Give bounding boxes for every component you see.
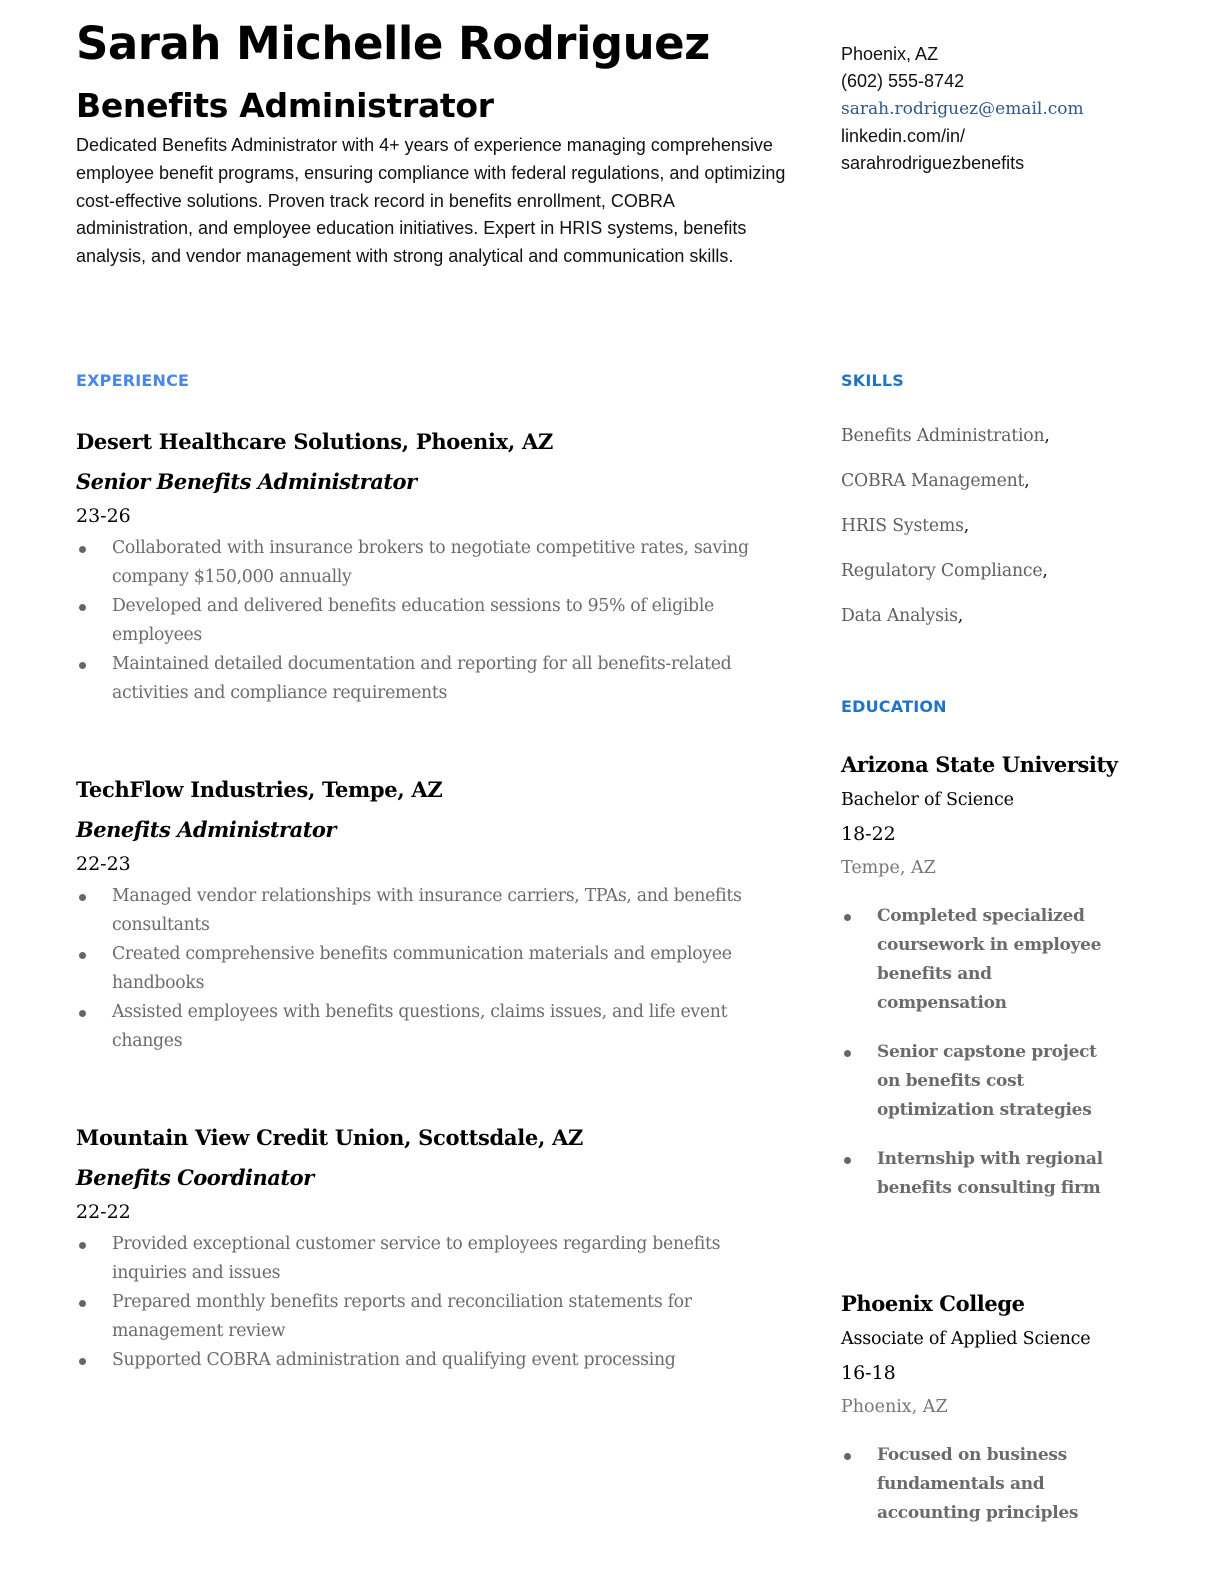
job-bullets bbox=[76, 534, 786, 708]
skill-item bbox=[841, 601, 1181, 632]
bullet-item bbox=[76, 940, 786, 998]
bullet-item bbox=[76, 998, 786, 1056]
job-dates: 22-23 bbox=[76, 853, 131, 875]
contact-phone: (602) 555-8742 bbox=[841, 71, 965, 92]
job-dates: 22-22 bbox=[76, 1201, 131, 1223]
bullet-icon bbox=[79, 662, 86, 669]
bullet-icon bbox=[844, 1453, 851, 1460]
bullet-item bbox=[76, 1346, 786, 1375]
bullet-item bbox=[841, 1038, 1121, 1125]
bullet-text: Senior capstone project on benefits cost optimization strategies bbox=[877, 1042, 1097, 1120]
bullet-item bbox=[76, 882, 786, 940]
experience-heading: EXPERIENCE bbox=[76, 371, 190, 390]
education-entry bbox=[841, 750, 1121, 1223]
contact-email-link[interactable]: sarah.rodriguez@email.com bbox=[841, 98, 1084, 119]
role-title: Senior Benefits Administrator bbox=[76, 469, 417, 494]
experience-entry bbox=[76, 1123, 786, 1375]
education-bullets bbox=[841, 902, 1121, 1203]
skill-item bbox=[841, 511, 1181, 542]
skill-name: Benefits Administration bbox=[841, 426, 1045, 446]
bullet-icon bbox=[79, 1358, 86, 1365]
professional-summary: Dedicated Benefits Administrator with 4+ years of experience managing comprehensive employee benefit programs, ensuring compliance with federal regulations, and optimizing cost-effective solutions. Proven track record in benefits enrollment, COBRA administration, and employee education initiatives. Expert in HRIS systems, benefits analysis, and vendor management with strong analytical and communication skills. bbox=[76, 135, 786, 267]
school-name: Phoenix College bbox=[841, 1291, 1025, 1316]
company-name: TechFlow Industries, Tempe, AZ bbox=[76, 777, 443, 802]
bullet-icon bbox=[79, 952, 86, 959]
bullet-item bbox=[76, 650, 786, 708]
bullet-icon bbox=[79, 1300, 86, 1307]
education-bullets bbox=[841, 1441, 1121, 1528]
bullet-text: Managed vendor relationships with insurance carriers, TPAs, and benefits consultants bbox=[112, 886, 742, 935]
skill-item bbox=[841, 466, 1181, 497]
bullet-item bbox=[841, 1145, 1121, 1203]
bullet-text: Focused on business fundamentals and accounting principles bbox=[877, 1445, 1079, 1523]
company-name: Mountain View Credit Union, Scottsdale, AZ bbox=[76, 1125, 584, 1150]
education-entry bbox=[841, 1289, 1121, 1548]
job-bullets bbox=[76, 1230, 786, 1375]
bullet-text: Developed and delivered benefits education sessions to 95% of eligible employees bbox=[112, 596, 714, 645]
company-name: Desert Healthcare Solutions, Phoenix, AZ bbox=[76, 429, 553, 454]
education-location: Tempe, AZ bbox=[841, 858, 936, 878]
bullet-icon bbox=[79, 1010, 86, 1017]
skill-name: Data Analysis bbox=[841, 606, 958, 626]
contact-location: Phoenix, AZ bbox=[841, 44, 939, 64]
education-location: Phoenix, AZ bbox=[841, 1397, 948, 1417]
skill-name: Regulatory Compliance bbox=[841, 561, 1043, 581]
role-title: Benefits Administrator bbox=[76, 817, 336, 842]
experience-entry bbox=[76, 427, 786, 708]
skill-name: HRIS Systems bbox=[841, 516, 964, 536]
skills-list bbox=[841, 421, 1181, 646]
skill-item bbox=[841, 421, 1181, 452]
bullet-text: Maintained detailed documentation and reporting for all benefits-related activities and compliance requirements bbox=[112, 654, 732, 703]
skill-item bbox=[841, 556, 1181, 587]
degree: Bachelor of Science bbox=[841, 790, 1014, 810]
skills-heading: SKILLS bbox=[841, 371, 904, 390]
contact-linkedin-line2: sarahrodriguezbenefits bbox=[841, 153, 1025, 174]
bullet-icon bbox=[79, 894, 86, 901]
bullet-icon bbox=[844, 1050, 851, 1057]
bullet-item bbox=[841, 902, 1121, 1018]
bullet-text: Internship with regional benefits consulting firm bbox=[877, 1149, 1103, 1198]
education-dates: 16-18 bbox=[841, 1362, 896, 1384]
education-dates: 18-22 bbox=[841, 823, 896, 845]
job-title: Benefits Administrator bbox=[76, 86, 494, 125]
bullet-icon bbox=[79, 604, 86, 611]
role-title: Benefits Coordinator bbox=[76, 1165, 314, 1190]
bullet-item bbox=[76, 592, 786, 650]
bullet-icon bbox=[844, 914, 851, 921]
bullet-text: Collaborated with insurance brokers to negotiate competitive rates, saving company $150,000 annually bbox=[112, 538, 749, 587]
bullet-text: Prepared monthly benefits reports and reconciliation statements for management review bbox=[112, 1292, 692, 1341]
job-dates: 23-26 bbox=[76, 505, 131, 527]
bullet-icon bbox=[844, 1157, 851, 1164]
skill-separator: , bbox=[1042, 561, 1048, 581]
bullet-text: Created comprehensive benefits communication materials and employee handbooks bbox=[112, 944, 732, 993]
bullet-item bbox=[76, 534, 786, 592]
bullet-icon bbox=[79, 546, 86, 553]
candidate-name: Sarah Michelle Rodriguez bbox=[76, 17, 710, 70]
skill-name: COBRA Management bbox=[841, 471, 1025, 491]
bullet-text: Completed specialized coursework in employee benefits and compensation bbox=[877, 906, 1102, 1013]
bullet-item bbox=[76, 1288, 786, 1346]
experience-entry bbox=[76, 775, 786, 1056]
bullet-item bbox=[841, 1441, 1121, 1528]
contact-info bbox=[841, 41, 1141, 177]
bullet-icon bbox=[79, 1242, 86, 1249]
contact-linkedin-line1: linkedin.com/in/ bbox=[841, 125, 966, 146]
bullet-item bbox=[76, 1230, 786, 1288]
skill-separator: , bbox=[1044, 426, 1050, 446]
skill-separator: , bbox=[957, 606, 964, 626]
school-name: Arizona State University bbox=[841, 752, 1118, 777]
skill-separator: , bbox=[1024, 471, 1030, 491]
bullet-text: Assisted employees with benefits questions, claims issues, and life event changes bbox=[112, 1002, 728, 1051]
bullet-text: Supported COBRA administration and qualifying event processing bbox=[112, 1350, 676, 1370]
job-bullets bbox=[76, 882, 786, 1056]
degree: Associate of Applied Science bbox=[841, 1329, 1091, 1349]
education-heading: EDUCATION bbox=[841, 697, 947, 716]
skill-separator: , bbox=[963, 516, 970, 536]
bullet-text: Provided exceptional customer service to employees regarding benefits inquiries and issues bbox=[112, 1234, 721, 1283]
